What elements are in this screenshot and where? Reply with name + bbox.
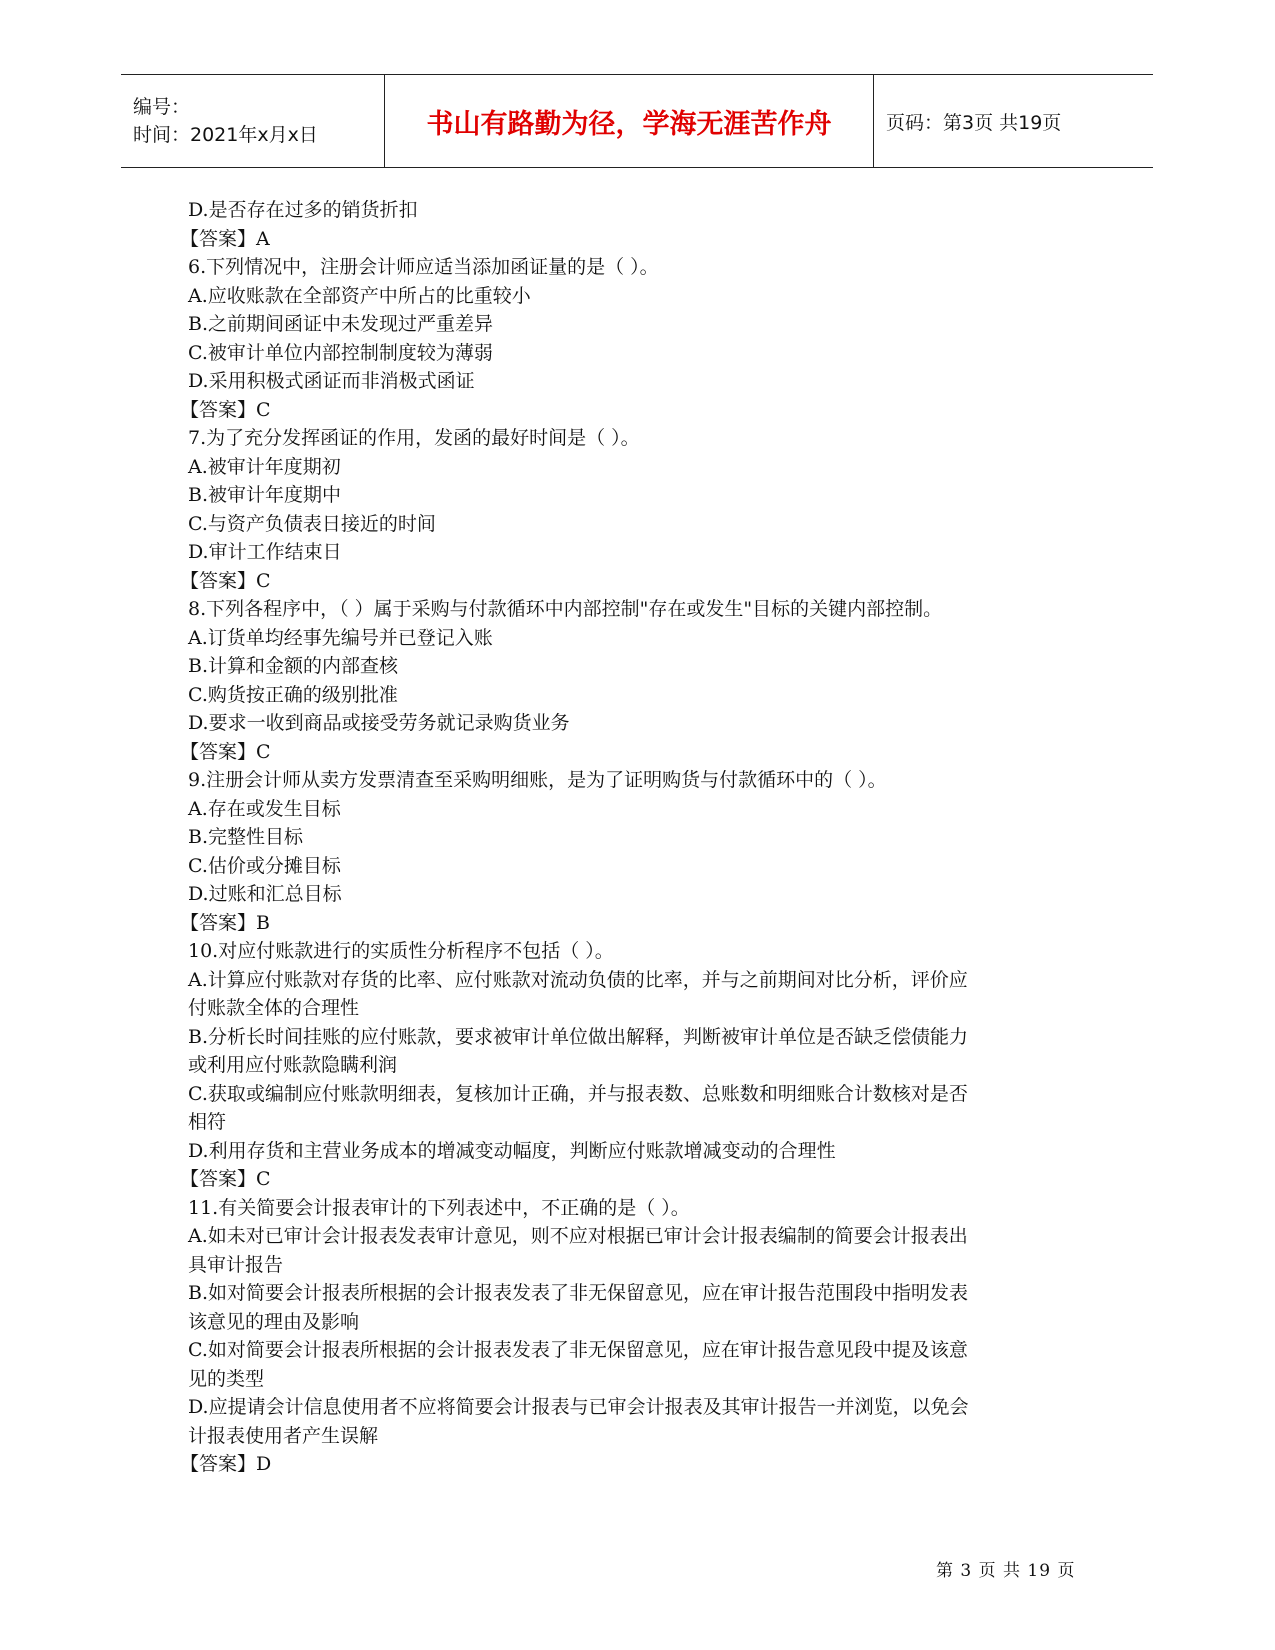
text-line: D.是否存在过多的销货折扣 — [188, 199, 418, 221]
text-line: D.利用存货和主营业务成本的增减变动幅度，判断应付账款增减变动的合理性 — [188, 1139, 836, 1162]
text-line: B.分析长时间挂账的应付账款，要求被审计单位做出解释，判断被审计单位是否缺乏偿债能力 — [188, 1025, 969, 1048]
text-line: 计报表使用者产生误解 — [188, 1424, 379, 1447]
text-line: A.被审计年度期初 — [188, 455, 341, 478]
answer-line: 【答案】B — [180, 911, 270, 934]
text-line: 6.下列情况中，注册会计师应适当添加函证量的是（ ）。 — [188, 256, 659, 278]
text-line: B.之前期间函证中未发现过严重差异 — [188, 313, 494, 335]
document-header — [121, 74, 1153, 168]
text-line: 具审计报告 — [188, 1253, 284, 1276]
text-line: 10.对应付账款进行的实质性分析程序不包括（ ）。 — [188, 940, 614, 962]
text-line: 该意见的理由及影响 — [188, 1310, 360, 1333]
page-number-label: 页码：第3页 共19页 — [886, 111, 1062, 134]
text-line: C.如对简要会计报表所根据的会计报表发表了非无保留意见，应在审计报告意见段中提及该意 — [188, 1339, 968, 1361]
text-line: A.订货单均经事先编号并已登记入账 — [188, 626, 493, 649]
answer-line: 【答案】C — [180, 740, 271, 763]
text-line: A.如未对已审计会计报表发表审计意见，则不应对根据已审计会计报表编制的简要会计报表出 — [188, 1225, 968, 1247]
text-line: D.要求一收到商品或接受劳务就记录购货业务 — [188, 712, 570, 734]
page-footer — [936, 1556, 1075, 1581]
text-line: B.如对简要会计报表所根据的会计报表发表了非无保留意见，应在审计报告范围段中指明发表 — [188, 1282, 969, 1304]
answer-line: 【答案】D — [180, 1453, 272, 1475]
text-line: D.应提请会计信息使用者不应将简要会计报表与已审会计报表及其审计报告一并浏览，以免会 — [188, 1396, 969, 1418]
text-line: C.购货按正确的级别批准 — [188, 683, 398, 706]
text-line: A.应收账款在全部资产中所占的比重较小 — [188, 284, 531, 307]
text-line: B.计算和金额的内部查核 — [188, 655, 399, 677]
document-number-label: 编号： — [133, 96, 191, 118]
text-line: D.采用积极式函证而非消极式函证 — [188, 370, 475, 392]
text-line: B.完整性目标 — [188, 826, 304, 848]
text-line: A.计算应付账款对存货的比率、应付账款对流动负债的比率，并与之前期间对比分析，评价应 — [188, 968, 968, 991]
text-line: C.被审计单位内部控制制度较为薄弱 — [188, 341, 493, 364]
header-page-info — [874, 75, 1153, 167]
text-line: B.被审计年度期中 — [188, 484, 342, 506]
answer-line: 【答案】C — [180, 1168, 271, 1190]
text-line: 或利用应付账款隐瞒利润 — [188, 1054, 398, 1076]
text-line: D.过账和汇总目标 — [188, 883, 342, 905]
text-line: 付账款全体的合理性 — [188, 997, 360, 1019]
header-motto — [385, 75, 874, 167]
text-line: C.估价或分摊目标 — [188, 854, 341, 877]
text-line: 8.下列各程序中，（ ）属于采购与付款循环中内部控制"存在或发生"目标的关键内部控制。 — [188, 598, 943, 620]
text-line: C.获取或编制应付账款明细表，复核加计正确，并与报表数、总账数和明细账合计数核对是否 — [188, 1082, 968, 1105]
question-body — [180, 196, 1088, 1479]
motto-text: 书山有路勤为径，学海无涯苦作舟 — [426, 108, 832, 140]
header-meta — [121, 75, 385, 167]
text-line: D.审计工作结束日 — [188, 541, 342, 563]
text-line: C.与资产负债表日接近的时间 — [188, 512, 436, 535]
text-line: A.存在或发生目标 — [188, 797, 341, 820]
text-line: 7.为了充分发挥函证的作用，发函的最好时间是（ ）。 — [188, 427, 640, 449]
answer-line: 【答案】C — [180, 398, 271, 421]
text-line: 见的类型 — [188, 1367, 265, 1390]
text-line: 9.注册会计师从卖方发票清查至采购明细账，是为了证明购货与付款循环中的（ ）。 — [188, 769, 887, 791]
footer-page-number: 第 3 页 共 19 页 — [936, 1561, 1076, 1581]
document-time-label: 时间：2021年x月x日 — [133, 124, 318, 146]
text-line: 11.有关简要会计报表审计的下列表述中，不正确的是（ ）。 — [188, 1196, 690, 1219]
answer-line: 【答案】C — [180, 569, 271, 592]
answer-line: 【答案】A — [180, 227, 270, 250]
text-line: 相符 — [188, 1111, 227, 1133]
